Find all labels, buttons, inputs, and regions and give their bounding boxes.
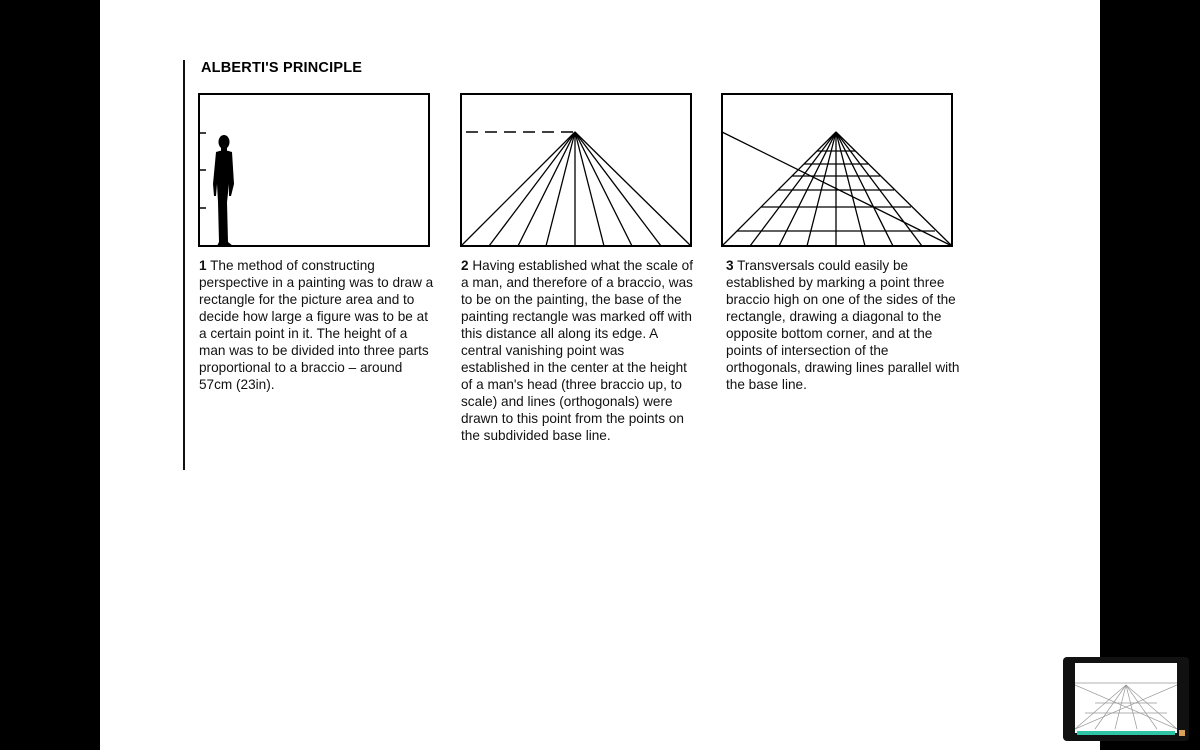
caption-text: Transversals could easily be established by marking a point three braccio high on one of the sides of the rectangle, drawing a diagonal to the opposite bottom corner, and at the points of intersection of the orthogonals, drawing lines parallel with the base line. xyxy=(726,258,960,392)
left-margin-rule xyxy=(183,60,185,470)
caption-number: 2 xyxy=(461,258,469,273)
caption-3 xyxy=(726,257,961,393)
caption-text: The method of constructing perspective in a painting was to draw a rectangle for the picture area and to decide how large a figure was to be at a certain point in it. The height of a man was to be divided into three parts proportional to a braccio – around 57cm (23in). xyxy=(199,258,434,392)
page-thumbnail[interactable] xyxy=(1063,657,1189,741)
figure-1-man-scale xyxy=(198,92,431,248)
thumbnail-marker-icon xyxy=(1179,730,1185,736)
caption-2 xyxy=(461,257,696,444)
caption-1 xyxy=(199,257,434,393)
page-heading: ALBERTI'S PRINCIPLE xyxy=(201,60,363,76)
caption-text: Having established what the scale of a man, and therefore of a braccio, was to be on the painting, the base of the painting rectangle was marked off with this distance all along its edge. A central vanishing point was established in the center at the height of a man's head (three braccio up, to scale) and lines (orthogonals) were drawn to this point from the points on the subdivided base line. xyxy=(461,258,693,443)
figure-3-transversals xyxy=(721,92,954,248)
caption-number: 3 xyxy=(726,258,734,273)
perspective-grid-thumbnail-icon xyxy=(1075,663,1177,733)
thumbnail-progress-bar xyxy=(1077,731,1175,735)
figure-2-orthogonals xyxy=(460,92,693,248)
caption-number: 1 xyxy=(199,258,207,273)
